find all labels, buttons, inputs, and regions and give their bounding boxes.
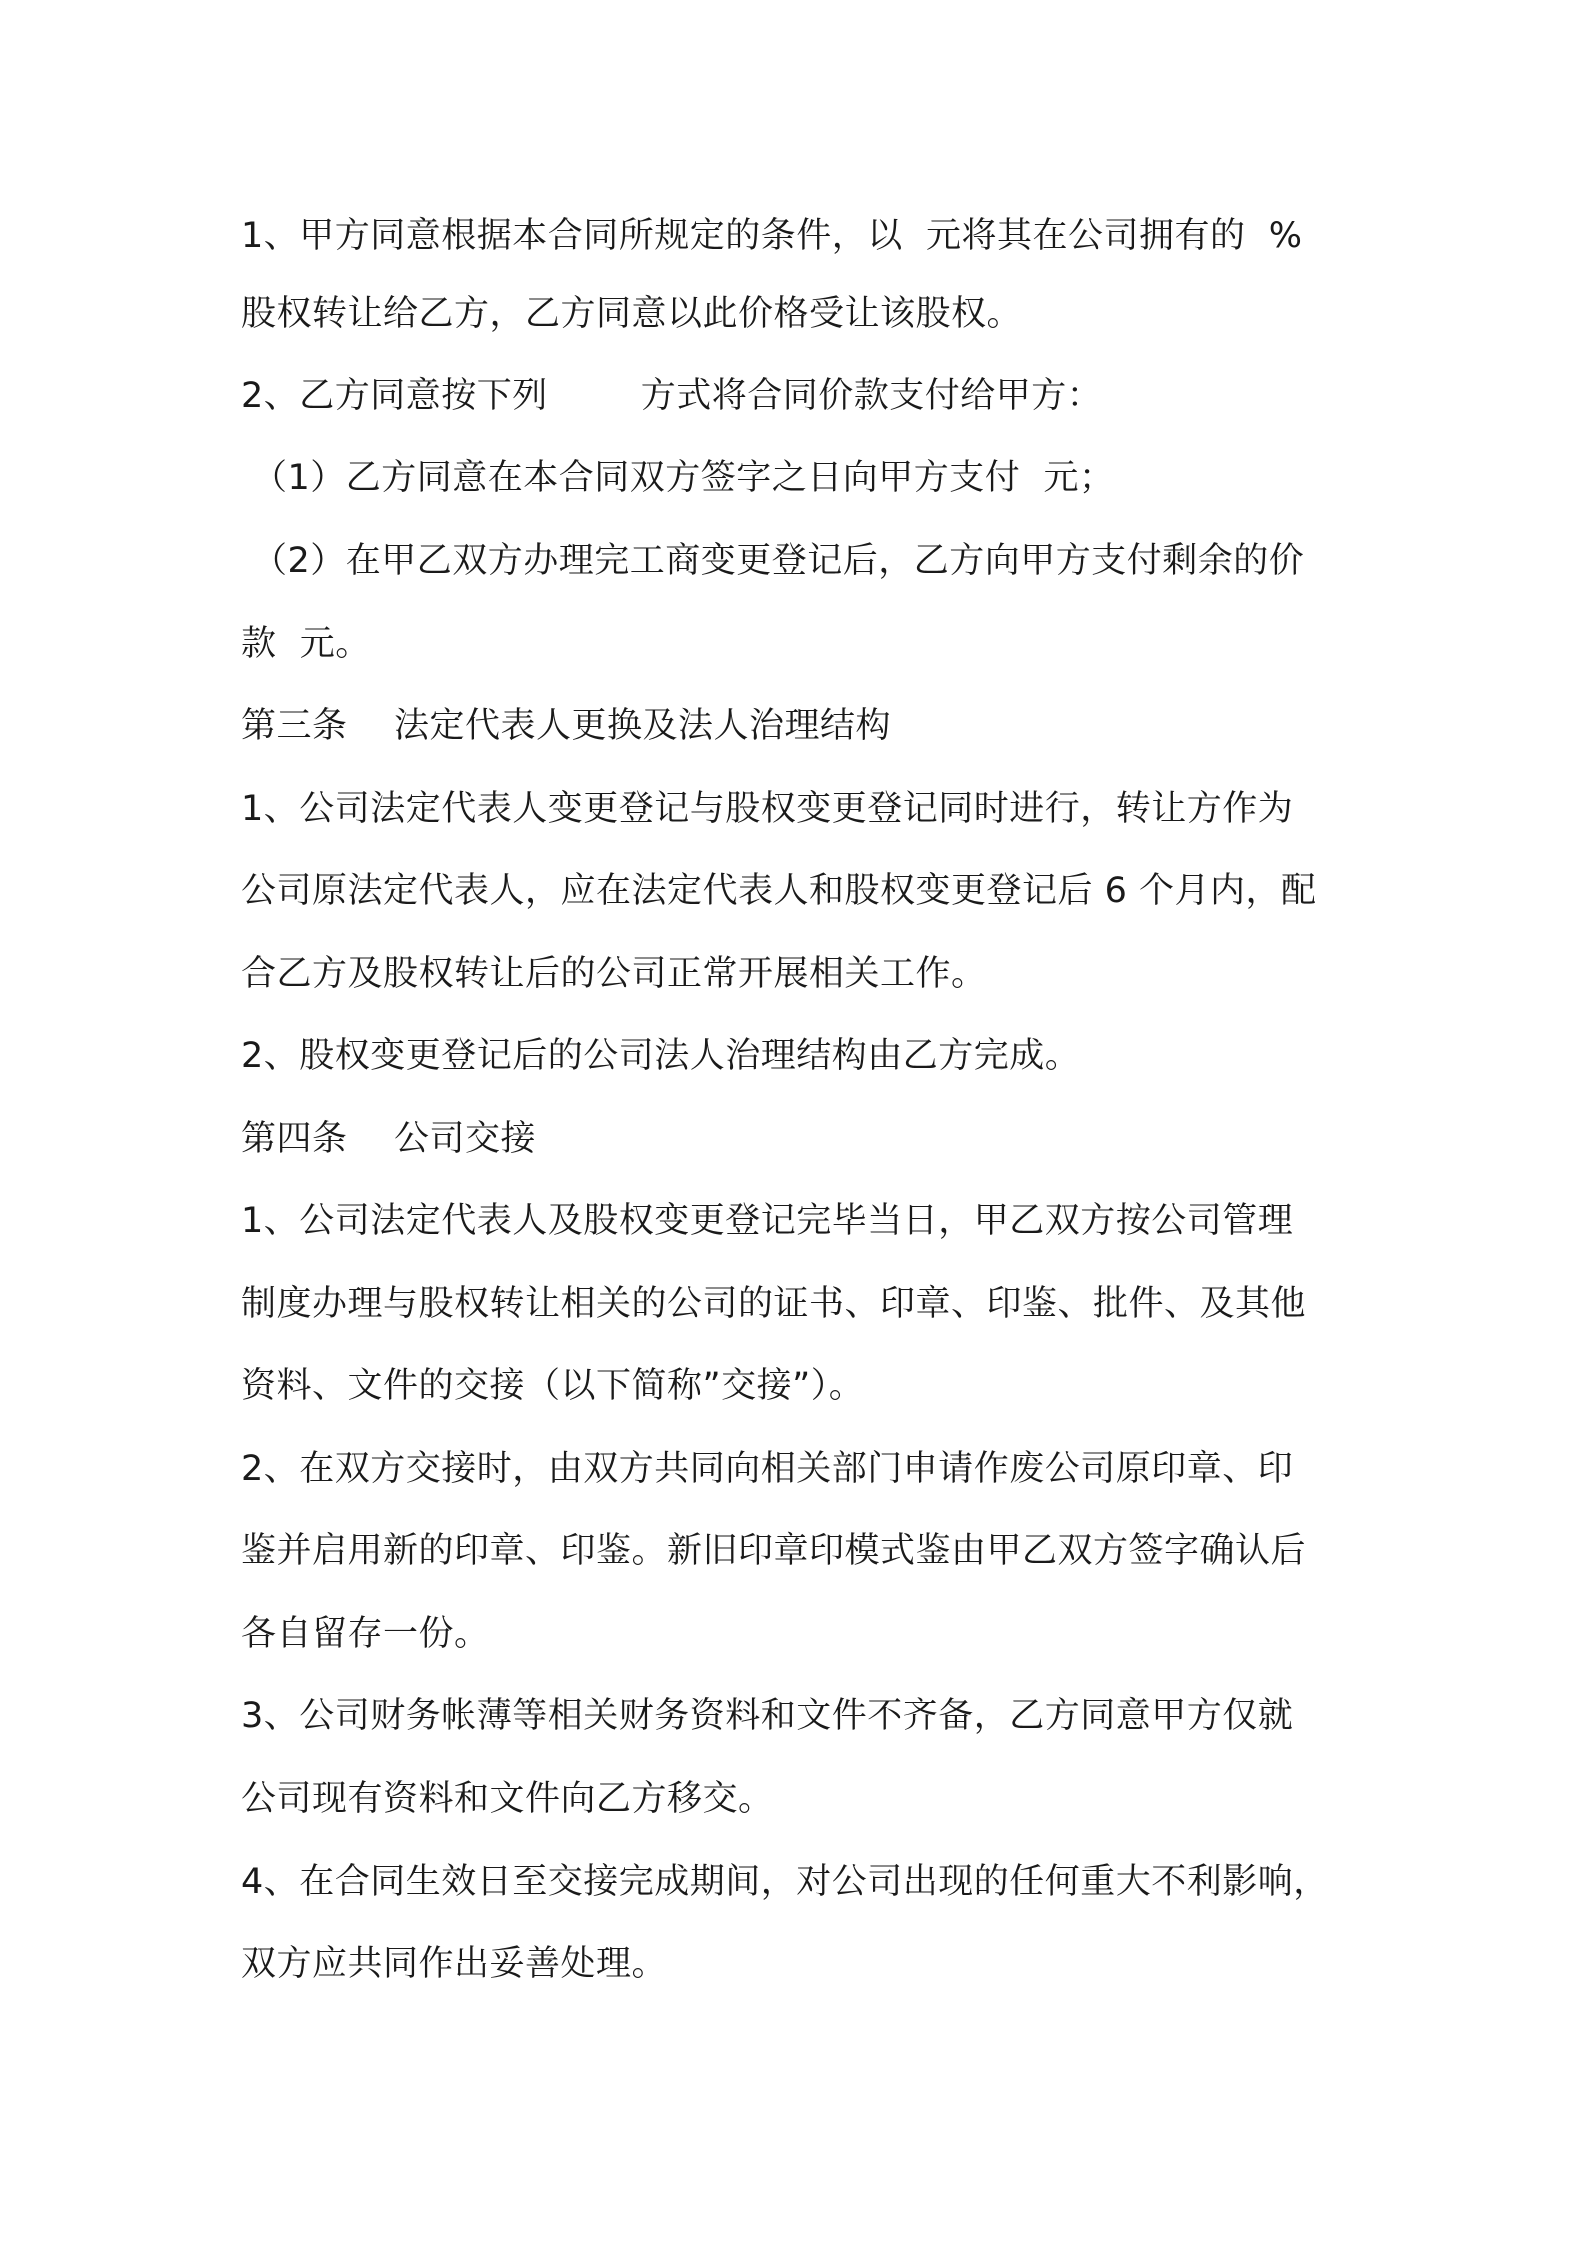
section-heading: 第三条 法定代表人更换及法人治理结构 — [241, 706, 892, 746]
text-line: 制度办理与股权转让相关的公司的证书、印章、印鉴、批件、及其他 — [241, 1284, 1307, 1324]
section-heading: 第四条 公司交接 — [241, 1119, 537, 1159]
text-line: 资料、文件的交接（以下简称”交接”）。 — [241, 1366, 865, 1406]
text-line: 公司原法定代表人，应在法定代表人和股权变更登记后 6 个月内，配 — [241, 871, 1317, 911]
text-line: 3、公司财务帐薄等相关财务资料和文件不齐备，乙方同意甲方仅就 — [241, 1696, 1294, 1736]
text-line: 股权转让给乙方，乙方同意以此价格受让该股权。 — [241, 294, 1023, 334]
text-line: 各自留存一份。 — [241, 1614, 490, 1654]
text-line: 2、股权变更登记后的公司法人治理结构由乙方完成。 — [241, 1036, 1081, 1076]
text-line: 1、公司法定代表人变更登记与股权变更登记同时进行，转让方作为 — [241, 789, 1294, 829]
text-line: 款 元。 — [241, 624, 371, 664]
text-line: 1、公司法定代表人及股权变更登记完毕当日，甲乙双方按公司管理 — [241, 1201, 1294, 1241]
text-line: 鉴并启用新的印章、印鉴。新旧印章印模式鉴由甲乙双方签字确认后 — [241, 1531, 1307, 1571]
text-line: （2）在甲乙双方办理完工商变更登记后，乙方向甲方支付剩余的价 — [252, 541, 1305, 581]
text-line: 合乙方及股权转让后的公司正常开展相关工作。 — [241, 954, 987, 994]
text-line: 2、乙方同意按下列 方式将合同价款支付给甲方： — [241, 376, 1103, 416]
text-line: 双方应共同作出妥善处理。 — [241, 1944, 668, 1984]
text-line: （1）乙方同意在本合同双方签字之日向甲方支付 元； — [252, 458, 1115, 498]
text-line: 1、甲方同意根据本合同所规定的条件，以 元将其在公司拥有的 % — [241, 216, 1303, 256]
text-line: 公司现有资料和文件向乙方移交。 — [241, 1779, 774, 1819]
text-line: 4、在合同生效日至交接完成期间，对公司出现的任何重大不利影响， — [241, 1862, 1329, 1902]
text-line: 2、在双方交接时，由双方共同向相关部门申请作废公司原印章、印 — [241, 1449, 1294, 1489]
